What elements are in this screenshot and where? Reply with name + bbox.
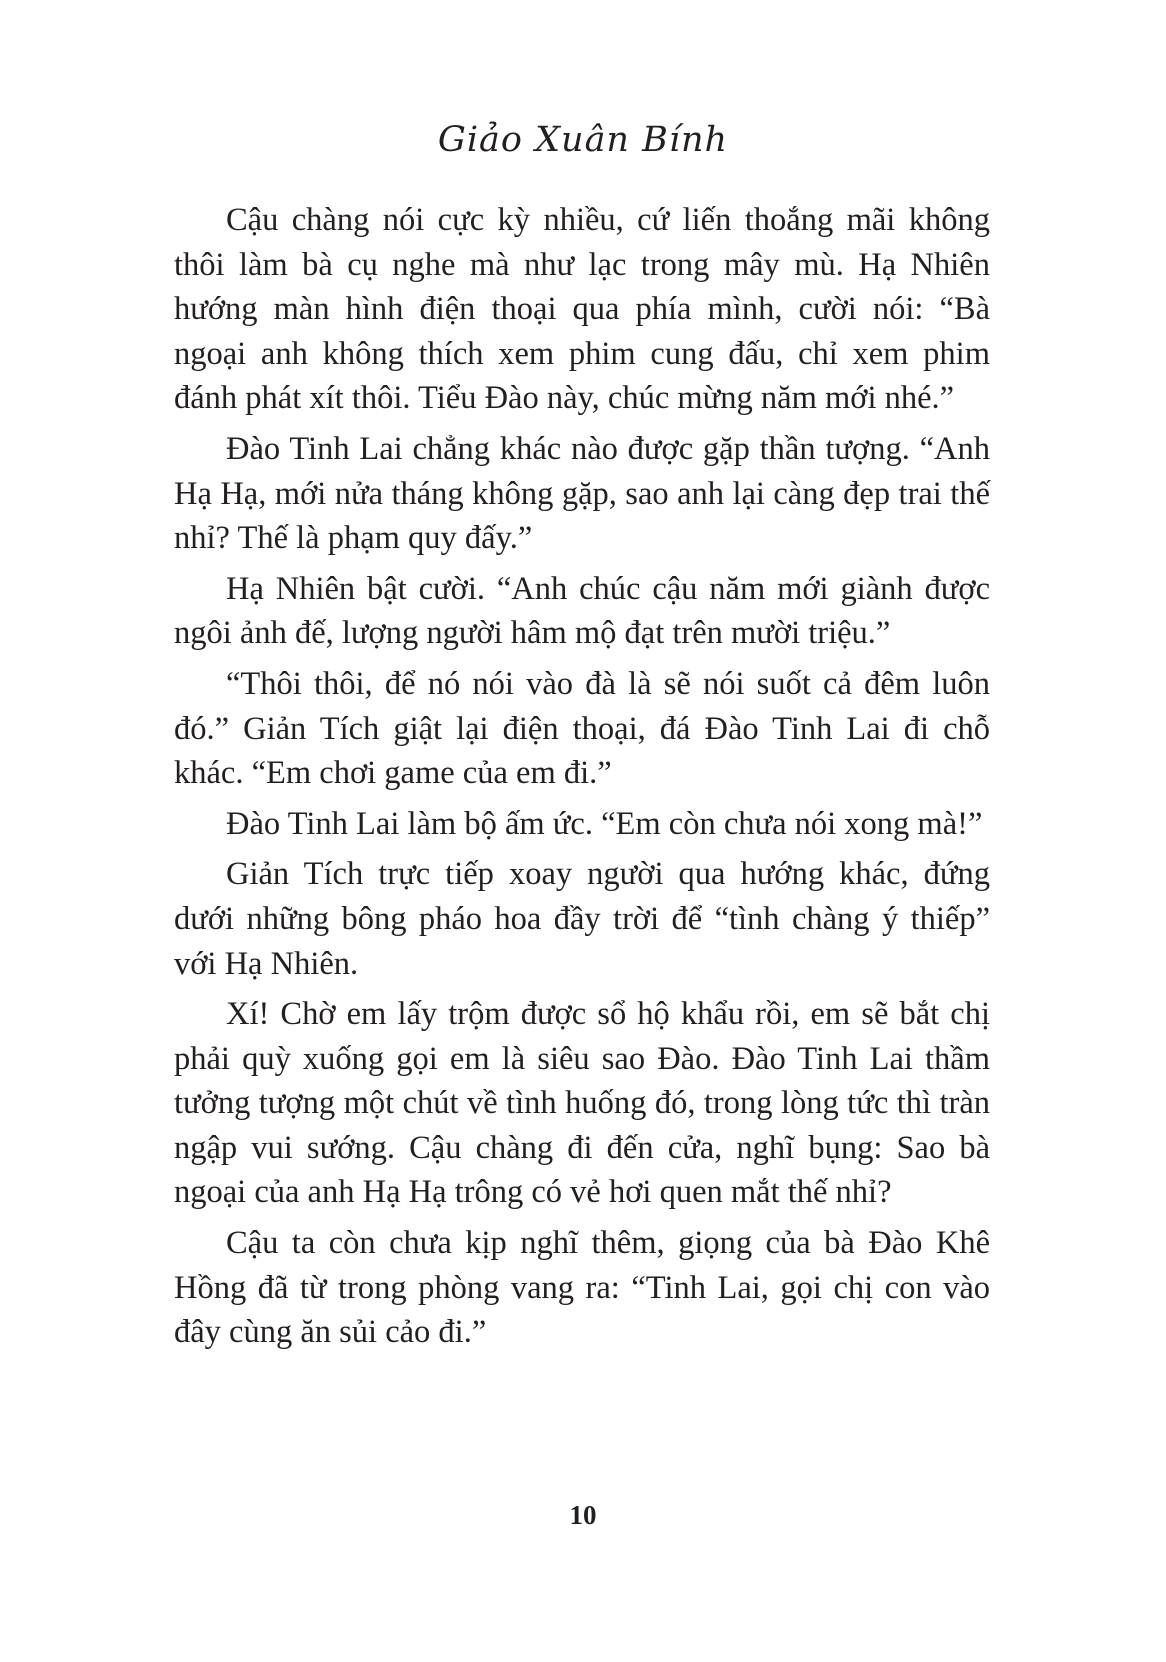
paragraph-2: Đào Tinh Lai chẳng khác nào được gặp thần tượng. “Anh Hạ Hạ, mới nửa tháng không gặp, sao anh lại càng đẹp trai thế nhỉ? Thế là phạm quy đấy.” (174, 430, 990, 557)
body-text (174, 198, 990, 1361)
paragraph-4: “Thôi thôi, để nó nói vào đà là sẽ nói suốt cả đêm luôn đó.” Giản Tích giật lại điện thoại, đá Đào Tinh Lai đi chỗ khác. “Em chơi game của em đi.” (174, 665, 990, 792)
running-header-title: Giảo Xuân Bính (437, 120, 729, 160)
paragraph-3: Hạ Nhiên bật cười. “Anh chúc cậu năm mới giành được ngôi ảnh đế, lượng người hâm mộ đạt trên mười triệu.” (174, 570, 990, 652)
paragraph-6: Giản Tích trực tiếp xoay người qua hướng khác, đứng dưới những bông pháo hoa đầy trời để “tình chàng ý thiếp” với Hạ Nhiên. (174, 856, 990, 982)
paragraph-8: Cậu ta còn chưa kịp nghĩ thêm, giọng của bà Đào Khê Hồng đã từ trong phòng vang ra: “Tinh Lai, gọi chị con vào đây cùng ăn sủi cảo đi.” (174, 1225, 990, 1351)
paragraph-1: Cậu chàng nói cực kỳ nhiều, cứ liến thoắng mãi không thôi làm bà cụ nghe mà như lạc trong mây mù. Hạ Nhiên hướng màn hình điện thoại qua phía mình, cười nói: “Bà ngoại anh không thích xem phim cung đấu, chỉ xem phim đánh phát xít thôi. Tiểu Đào này, chúc mừng năm mới nhé.” (174, 202, 990, 417)
paragraph-7: Xí! Chờ em lấy trộm được sổ hộ khẩu rồi, em sẽ bắt chị phải quỳ xuống gọi em là siêu sao Đào. Đào Tinh Lai thầm tưởng tượng một chút về tình huống đó, trong lòng tức thì tràn ngập vui sướng. Cậu chàng đi đến cửa, nghĩ bụng: Sao bà ngoại của anh Hạ Hạ trông có vẻ hơi quen mắt thế nhỉ? (174, 996, 990, 1211)
paragraph-5: Đào Tinh Lai làm bộ ấm ức. “Em còn chưa nói xong mà!” (226, 805, 983, 842)
page-number: 10 (569, 1500, 597, 1530)
